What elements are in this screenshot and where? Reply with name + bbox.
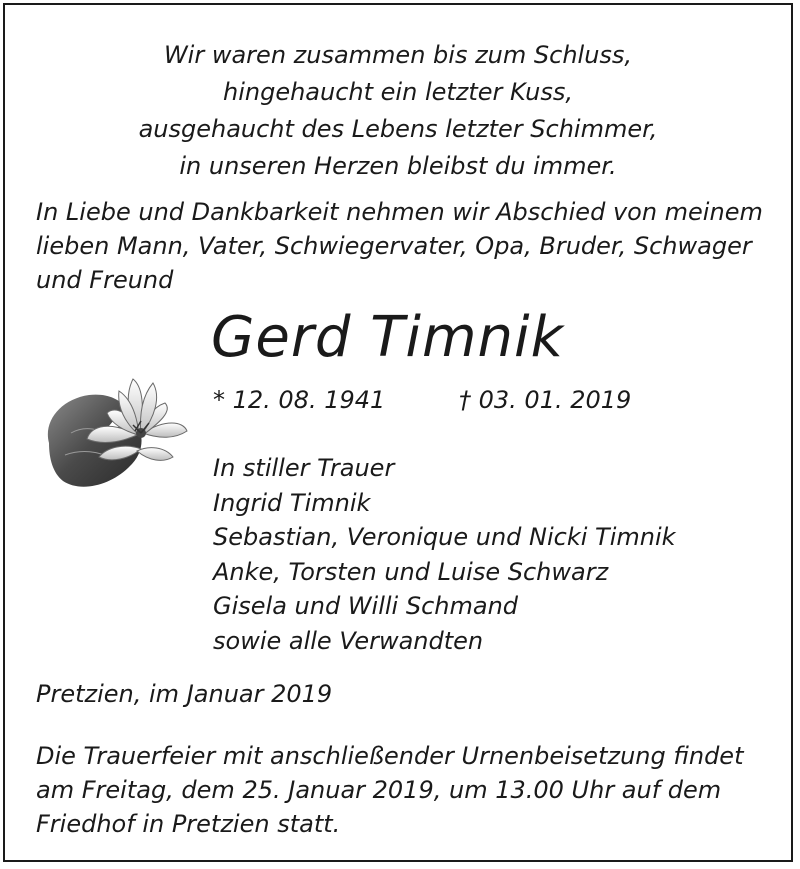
ceremony-line: Friedhof in Pretzien statt. [36,810,341,838]
poem-line: Wir waren zusammen bis zum Schluss, [163,41,633,69]
water-lily-icon [41,373,203,495]
ceremony-line: am Freitag, dem 25. Januar 2019, um 13.00 Uhr auf dem [36,776,722,804]
mourners-list [213,451,676,659]
birth-date: * 12. 08. 1941 [213,386,386,414]
death-date: † 03. 01. 2019 [459,386,632,414]
deceased-name: Gerd Timnik [211,305,565,370]
poem-line: in unseren Herzen bleibst du immer. [179,152,617,180]
poem-line: hingehaucht ein letzter Kuss, [223,78,573,106]
mourners-line: Ingrid Timnik [213,488,371,517]
obituary-notice [3,3,793,862]
intro-text: In Liebe und Dankbarkeit nehmen wir Abschied von meinem lieben Mann, Vater, Schwiegervater, Opa, Bruder, Schwager und Freund [36,198,763,294]
place-date: Pretzien, im Januar 2019 [36,680,333,708]
mourners-line: In stiller Trauer [213,454,395,482]
mourners-line: Gisela und Willi Schmand [213,592,519,621]
mourners-line: Anke, Torsten und Luise Schwarz [213,557,609,586]
memorial-poem [5,37,791,185]
life-dates [213,383,632,417]
ceremony-info [36,739,776,841]
mourners-line: Sebastian, Veronique und Nicki Timnik [213,523,676,552]
ceremony-line: Die Trauerfeier mit anschließender Urnenbeisetzung findet [36,742,744,770]
mourners-line: sowie alle Verwandten [213,626,484,655]
poem-line: ausgehaucht des Lebens letzter Schimmer, [138,115,658,143]
